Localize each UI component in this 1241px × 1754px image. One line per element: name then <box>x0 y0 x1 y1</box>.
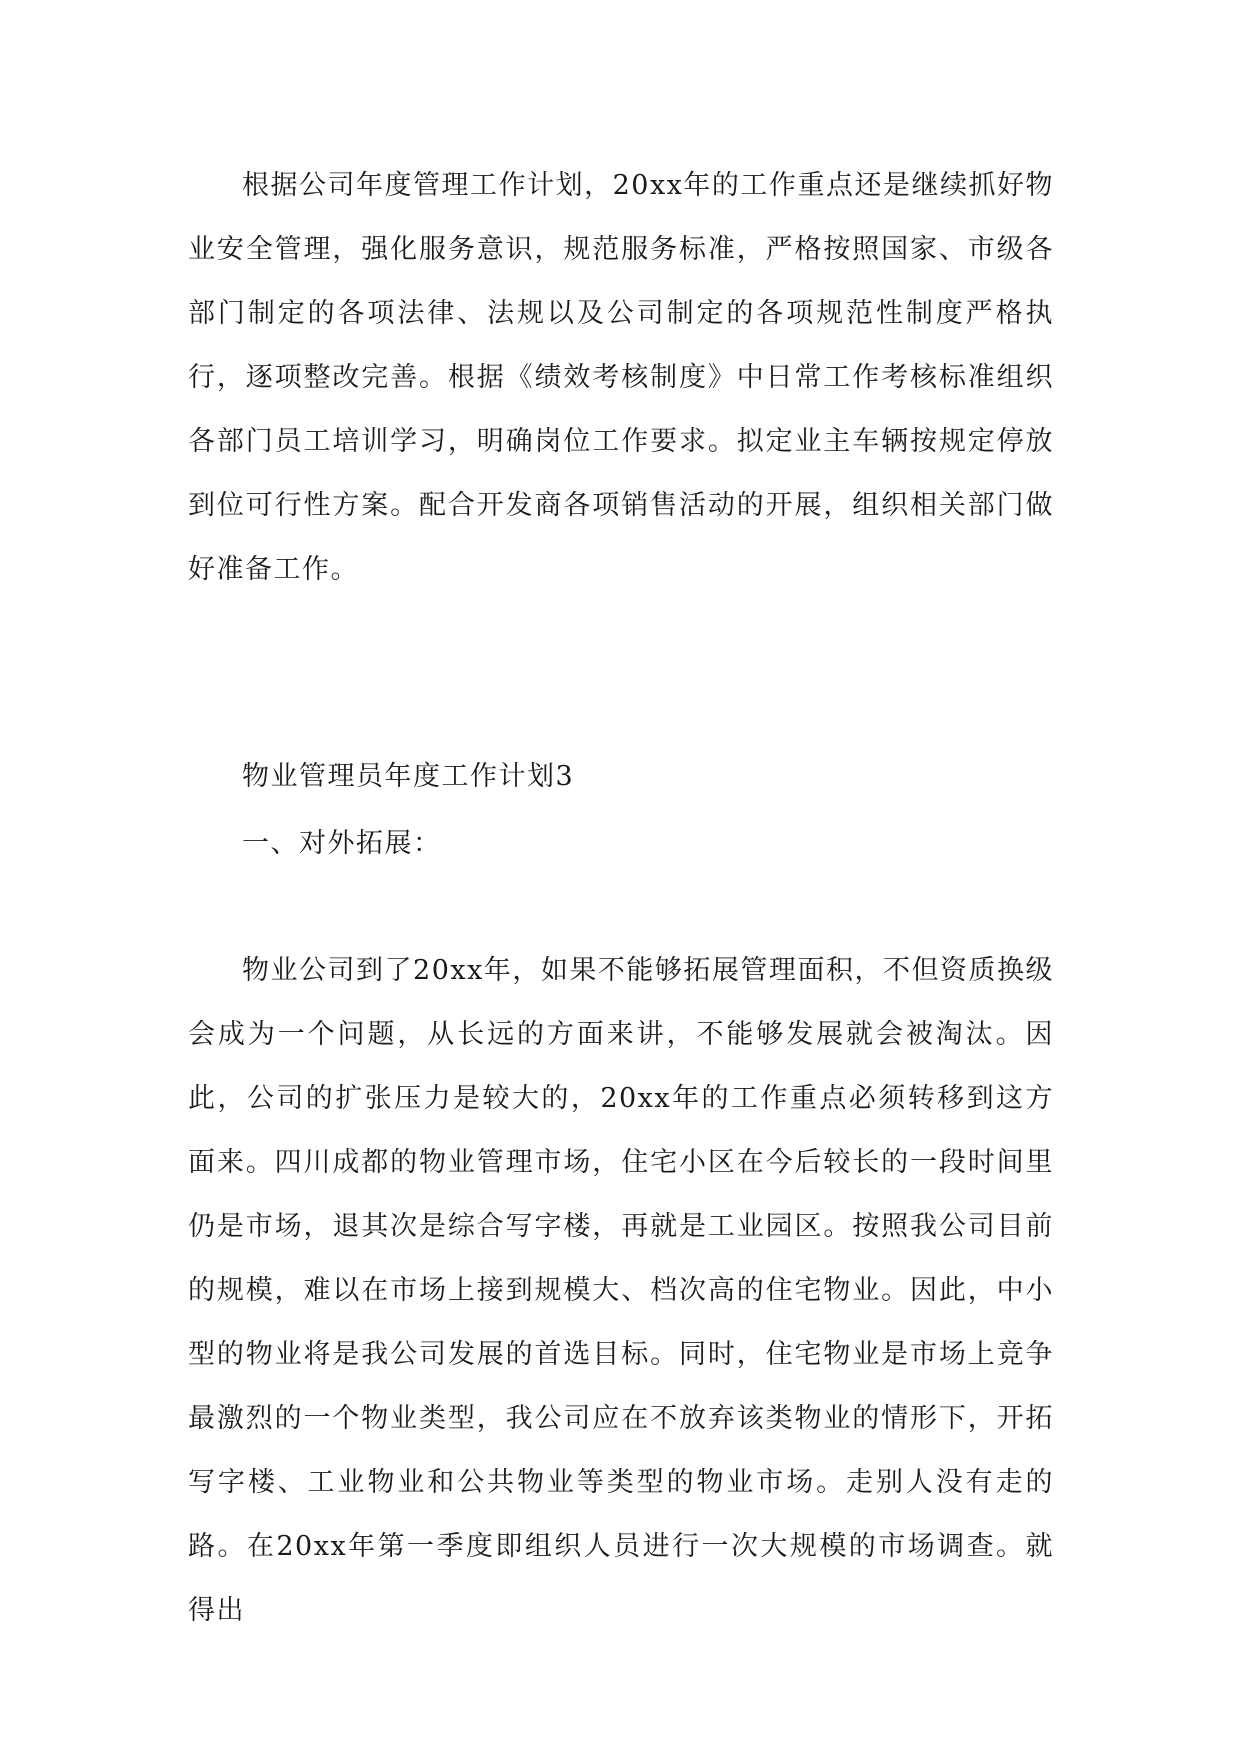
body-paragraph: 物业公司到了20xx年，如果不能够拓展管理面积，不但资质换级会成为一个问题，从长远的方面来讲，不能够发展就会被淘汰。因此，公司的扩张压力是较大的，20xx年的工作重点必须转移到这方面来。四川成都的物业管理市场，住宅小区在今后较长的一段时间里仍是市场，退其次是综合写字楼，再就是工业园区。按照我公司目前的规模，难以在市场上接到规模大、档次高的住宅物业。因此，中小型的物业将是我公司发展的首选目标。同时，住宅物业是市场上竞争最激烈的一个物业类型，我公司应在不放弃该类物业的情形下，开拓写字楼、工业物业和公共物业等类型的物业市场。走别人没有走的路。在20xx年第一季度即组织人员进行一次大规模的市场调查。就得出 <box>188 955 1054 1626</box>
body-paragraph: 根据公司年度管理工作计划，20xx年的工作重点还是继续抓好物业安全管理，强化服务意识，规范服务标准，严格按照国家、市级各部门制定的各项法律、法规以及公司制定的各项规范性制度严格执行，逐项整改完善。根据《绩效考核制度》中日常工作考核标准组织各部门员工培训学习，明确岗位工作要求。拟定业主车辆按规定停放到位可行性方案。配合开发商各项销售活动的开展，组织相关部门做好准备工作。 <box>188 170 1054 585</box>
subsection-title: 一、对外拓展： <box>242 828 442 859</box>
section-title: 物业管理员年度工作计划3 <box>242 761 575 792</box>
